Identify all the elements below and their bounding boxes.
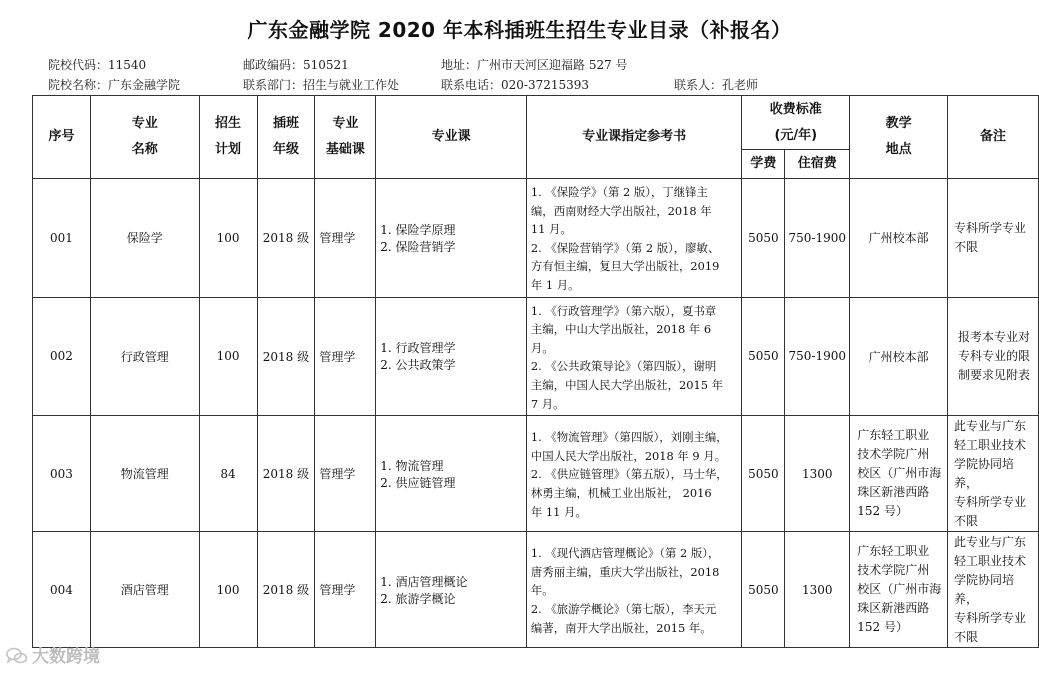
cell-major: 物流管理 bbox=[90, 416, 199, 532]
cell-tuition: 5050 bbox=[742, 179, 785, 298]
header-basic-course: 专业 基础课 bbox=[315, 96, 376, 179]
contact-department: 联系部门：招生与就业工作处 bbox=[243, 78, 400, 92]
table-row bbox=[33, 297, 1039, 416]
cell-note: 报考本专业对 专科专业的限 制要求见附表 bbox=[948, 297, 1039, 416]
page-title: 广东金融学院 2020 年本科插班生招生专业目录（补报名） bbox=[247, 18, 792, 42]
header-courses: 专业课 bbox=[376, 96, 527, 179]
cell-courses: 1. 行政管理学 2. 公共政策学 bbox=[376, 297, 527, 416]
cell-basic-course: 管理学 bbox=[315, 532, 376, 648]
cell-basic-course: 管理学 bbox=[315, 297, 376, 416]
header-tuition: 学费 bbox=[742, 150, 785, 179]
cell-plan: 84 bbox=[199, 416, 257, 532]
cell-seq: 003 bbox=[33, 416, 91, 532]
contact-phone: 联系电话：020-37215393 bbox=[441, 78, 590, 92]
cell-basic-course: 管理学 bbox=[315, 416, 376, 532]
header-note: 备注 bbox=[948, 96, 1039, 179]
cell-major: 行政管理 bbox=[90, 297, 199, 416]
header-grade: 插班 年级 bbox=[257, 96, 315, 179]
address: 地址：广州市天河区迎福路 527 号 bbox=[441, 58, 628, 72]
cell-tuition: 5050 bbox=[742, 416, 785, 532]
cell-dorm: 1300 bbox=[785, 416, 850, 532]
header-plan: 招生 计划 bbox=[199, 96, 257, 179]
cell-plan: 100 bbox=[199, 297, 257, 416]
wechat-bubble-icon bbox=[6, 647, 28, 665]
cell-seq: 004 bbox=[33, 532, 91, 648]
cell-tuition: 5050 bbox=[742, 297, 785, 416]
cell-books: 1. 《行政管理学》（第六版），夏书章 主编，中山大学出版社，2018 年 6 月。 2. 《公共政策导论》（第四版），谢明 主编，中国人民大学出版社，2015 年 7 月。 bbox=[526, 297, 741, 416]
header-dorm: 住宿费 bbox=[785, 150, 850, 179]
cell-courses: 1. 保险学原理 2. 保险营销学 bbox=[376, 179, 527, 298]
cell-location: 广州校本部 bbox=[850, 297, 948, 416]
cell-location: 广州校本部 bbox=[850, 179, 948, 298]
table-row bbox=[33, 532, 1039, 648]
cell-grade: 2018 级 bbox=[257, 179, 315, 298]
contact-person: 联系人：孔老师 bbox=[674, 78, 759, 92]
cell-courses: 1. 物流管理 2. 供应链管理 bbox=[376, 416, 527, 532]
cell-tuition: 5050 bbox=[742, 532, 785, 648]
cell-dorm: 750-1900 bbox=[785, 297, 850, 416]
header-fee: 收费标准 (元/年) bbox=[742, 96, 850, 150]
cell-plan: 100 bbox=[199, 532, 257, 648]
header-books: 专业课指定参考书 bbox=[526, 96, 741, 179]
header-location: 教学 地点 bbox=[850, 96, 948, 179]
cell-note: 专科所学专业 不限 bbox=[948, 179, 1039, 298]
cell-major: 酒店管理 bbox=[90, 532, 199, 648]
cell-dorm: 750-1900 bbox=[785, 179, 850, 298]
watermark bbox=[6, 642, 100, 667]
cell-grade: 2018 级 bbox=[257, 297, 315, 416]
cell-major: 保险学 bbox=[90, 179, 199, 298]
cell-plan: 100 bbox=[199, 179, 257, 298]
header-seq: 序号 bbox=[33, 96, 91, 179]
cell-basic-course: 管理学 bbox=[315, 179, 376, 298]
cell-seq: 002 bbox=[33, 297, 91, 416]
cell-books: 1. 《物流管理》（第四版），刘刚主编， 中国人民大学出版社，2018 年 9 月。 2. 《供应链管理》（第五版），马士华， 林勇主编，机械工业出版社， 2016 年 11 月。 bbox=[526, 416, 741, 532]
cell-note: 此专业与广东 轻工职业技术 学院协同培养， 专科所学专业 不限 bbox=[948, 532, 1039, 648]
cell-dorm: 1300 bbox=[785, 532, 850, 648]
cell-courses: 1. 酒店管理概论 2. 旅游学概论 bbox=[376, 532, 527, 648]
table-row bbox=[33, 179, 1039, 298]
major-catalog-table bbox=[32, 95, 1039, 648]
cell-seq: 001 bbox=[33, 179, 91, 298]
cell-location: 广东轻工职业 技术学院广州 校区（广州市海 珠区新港西路 152 号） bbox=[850, 532, 948, 648]
cell-books: 1. 《现代酒店管理概论》（第 2 版）， 唐秀丽主编，重庆大学出版社，2018 年。 2. 《旅游学概论》（第七版），李天元 编著，南开大学出版社，2015 年。 bbox=[526, 532, 741, 648]
school-code: 院校代码：11540 bbox=[48, 58, 147, 72]
school-name: 院校名称：广东金融学院 bbox=[48, 78, 181, 92]
cell-grade: 2018 级 bbox=[257, 532, 315, 648]
cell-location: 广东轻工职业 技术学院广州 校区（广州市海 珠区新港西路 152 号） bbox=[850, 416, 948, 532]
table-row bbox=[33, 416, 1039, 532]
cell-note: 此专业与广东 轻工职业技术 学院协同培养， 专科所学专业 不限 bbox=[948, 416, 1039, 532]
cell-books: 1. 《保险学》（第 2 版），丁继锋主 编，西南财经大学出版社，2018 年 11 月。 2. 《保险营销学》（第 2 版），廖敏、 方有恒主编，复旦大学出版社，2019 年 1 月。 bbox=[526, 179, 741, 298]
postal-code: 邮政编码：510521 bbox=[243, 58, 349, 72]
watermark-text: 大数跨境 bbox=[32, 647, 100, 667]
cell-grade: 2018 级 bbox=[257, 416, 315, 532]
header-major: 专业 名称 bbox=[90, 96, 199, 179]
